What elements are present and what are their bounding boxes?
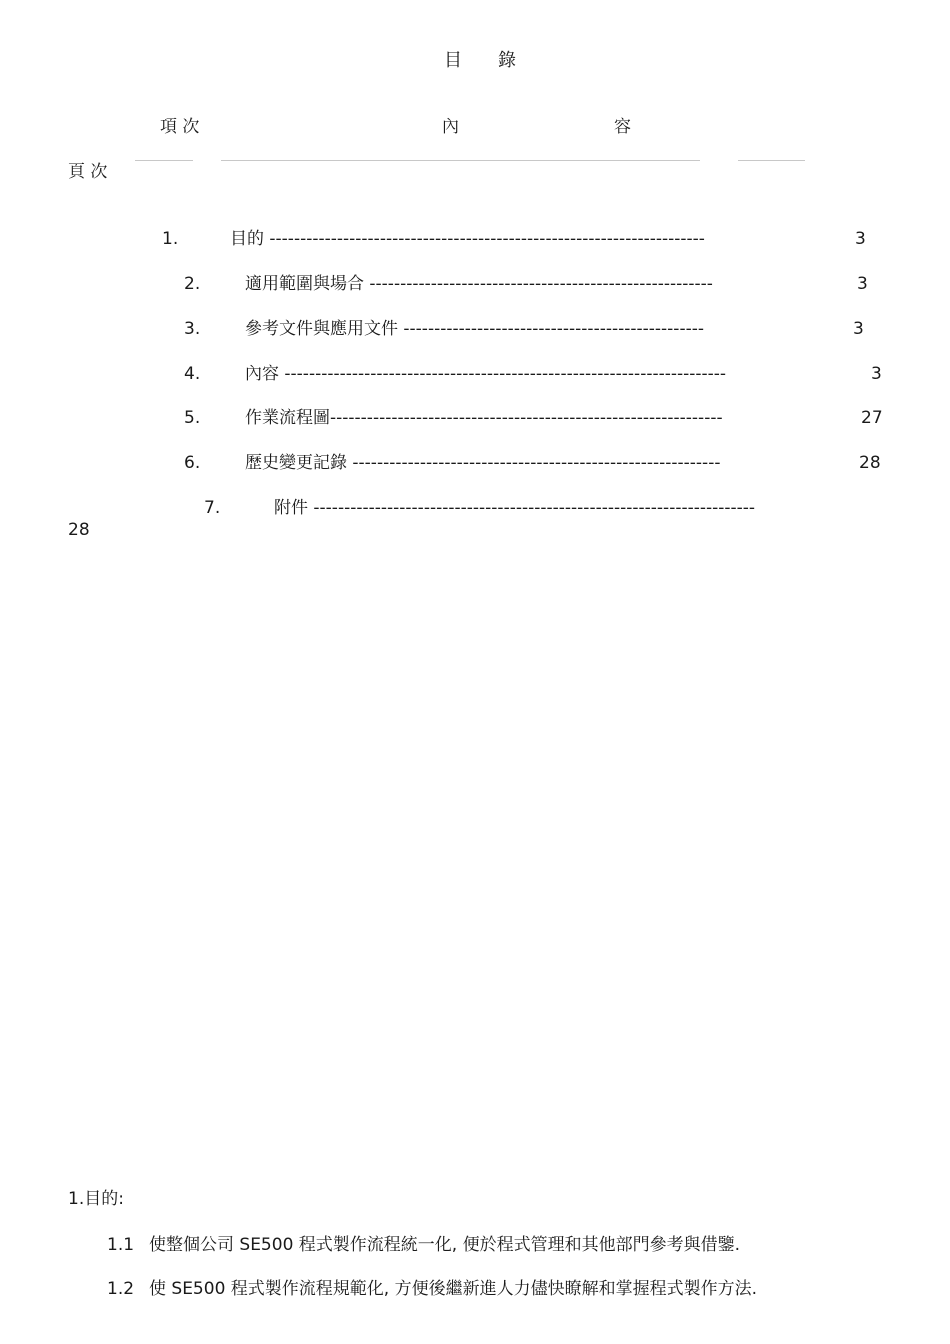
toc-entry-number: 5. xyxy=(184,408,201,428)
toc-title-char-2: 錄 xyxy=(498,50,516,71)
toc-entry-text: 目的 ----------------------------------------------------------------------- xyxy=(230,229,705,249)
toc-entry-page: 3 xyxy=(855,229,866,249)
toc-entry-text: 歷史變更記錄 ------------------------------------------------------------ xyxy=(245,453,721,473)
toc-entry-number: 6. xyxy=(184,453,201,473)
paragraph-number: 1.1 xyxy=(107,1235,135,1255)
header-item-column: 項 次 xyxy=(160,117,200,137)
header-content-column-1: 內 xyxy=(442,117,459,137)
toc-entry-text: 內容 ------------------------------------------------------------------------ xyxy=(245,364,727,384)
section-title: 1.目的: xyxy=(68,1189,124,1209)
toc-entry-page: 3 xyxy=(871,364,882,384)
toc-entry-number: 4. xyxy=(184,364,201,384)
toc-entry-page: 27 xyxy=(861,408,883,428)
toc-title-char-1: 目 xyxy=(444,50,462,71)
toc-entry-text: 附件 ------------------------------------------------------------------------ xyxy=(274,498,756,518)
paragraph-text: 使整個公司 SE500 程式製作流程統一化, 便於程式管理和其他部門參考與借鑒. xyxy=(149,1235,740,1255)
toc-entry-page: 28 xyxy=(68,520,90,540)
header-rule-content xyxy=(221,160,700,161)
paragraph-text: 使 SE500 程式製作流程規範化, 方便後繼新進人力儘快瞭解和掌握程式製作方法. xyxy=(149,1279,757,1299)
toc-entry-page: 3 xyxy=(857,274,868,294)
header-page-column: 頁 次 xyxy=(68,162,108,182)
paragraph-number: 1.2 xyxy=(107,1279,135,1299)
toc-entry-text: 作業流程圖---------------------------------------------------------------- xyxy=(245,408,723,428)
header-content-column-2: 容 xyxy=(614,117,631,137)
toc-entry-number: 1. xyxy=(162,229,179,249)
toc-entry-page: 28 xyxy=(859,453,881,473)
toc-title xyxy=(444,52,516,70)
header-rule-page xyxy=(738,160,805,161)
toc-entry-page: 3 xyxy=(853,319,864,339)
toc-entry-number: 2. xyxy=(184,274,201,294)
toc-entry-number: 3. xyxy=(184,319,201,339)
toc-entry-text: 適用範圍與場合 -------------------------------------------------------- xyxy=(245,274,713,294)
toc-entry-number: 7. xyxy=(204,498,221,518)
header-rule-item xyxy=(135,160,193,161)
toc-entry-text: 參考文件與應用文件 ------------------------------------------------- xyxy=(245,319,704,339)
